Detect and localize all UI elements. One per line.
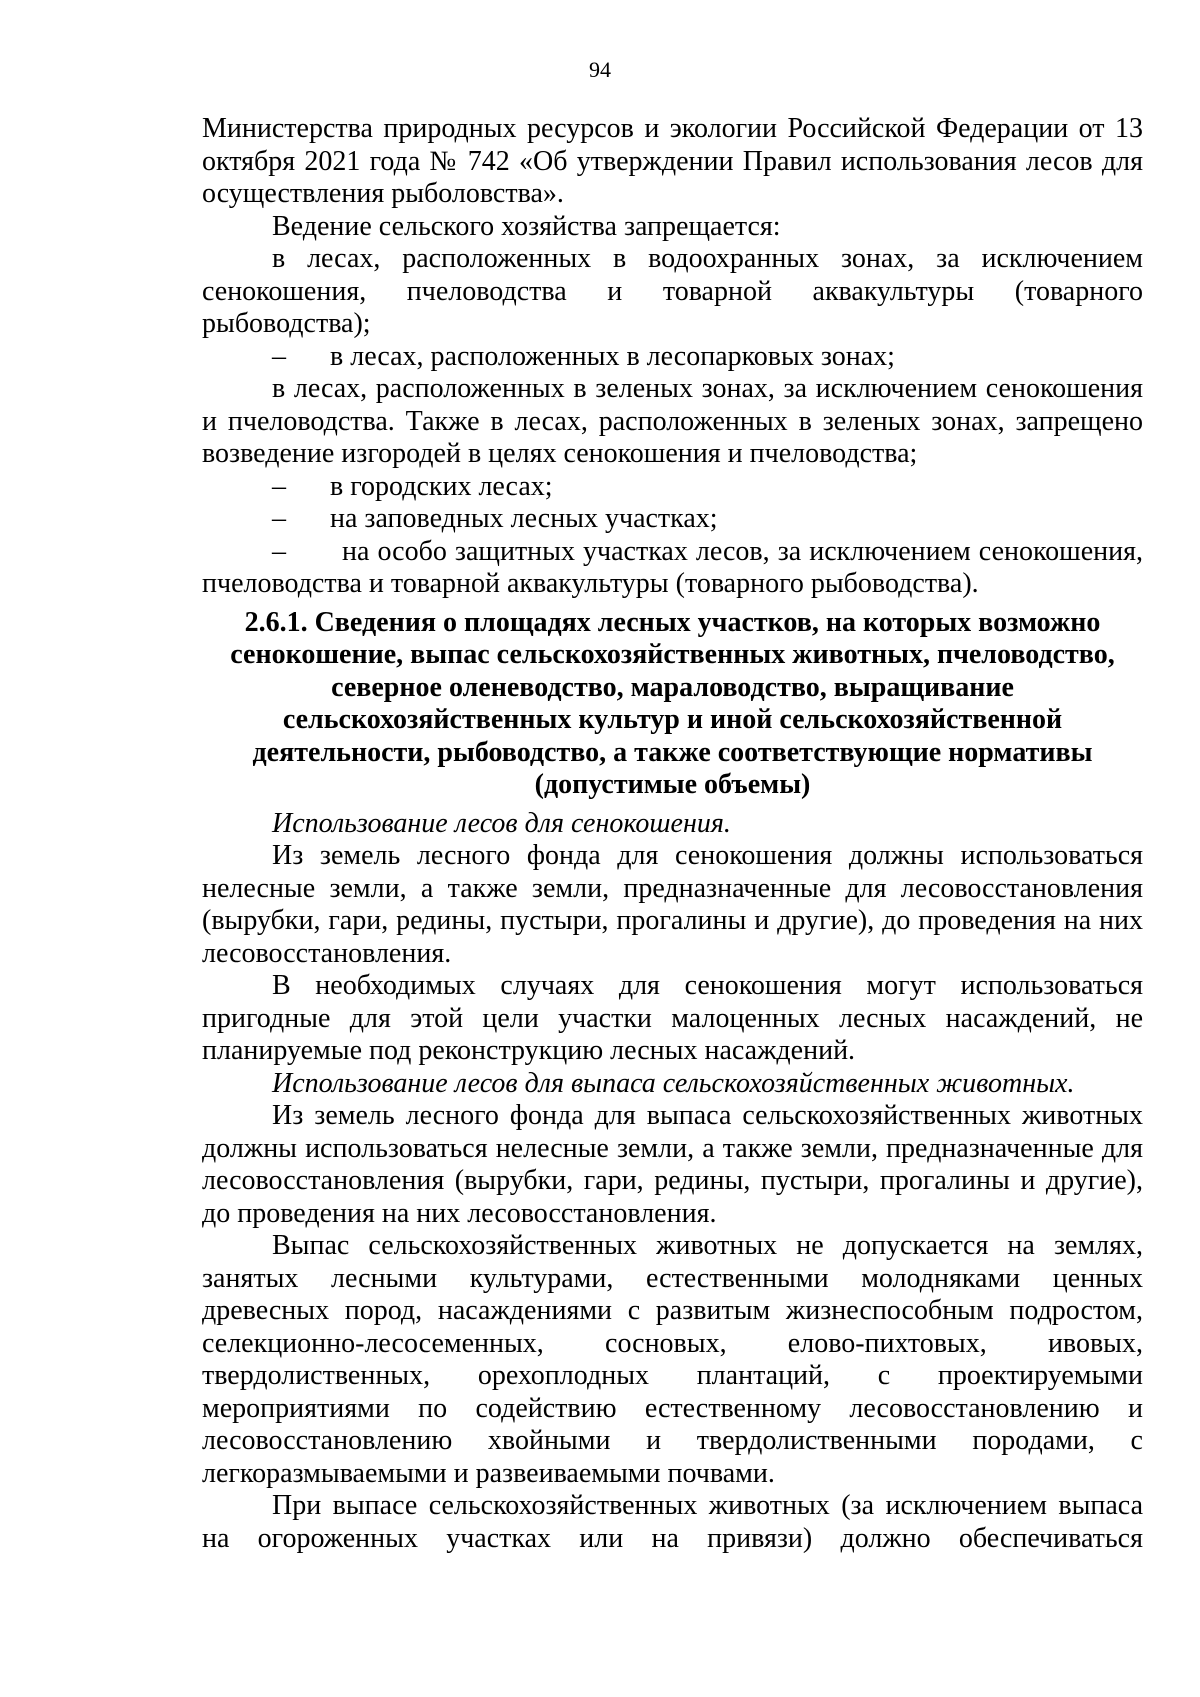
paragraph: в лесах, расположенных в водоохранных зонах, за исключением сенокошения, пчеловодства и товарной аквакультуры (товарного рыбоводства); — [202, 243, 1143, 339]
paragraph: в лесах, расположенных в зеленых зонах, за исключением сенокошения и пчеловодства. Также в лесах, расположенных в зеленых зонах, запрещено возведение изгородей в целях сенокошения и пчеловодства; — [202, 373, 1143, 469]
subsection-title: Использование лесов для сенокошения. — [272, 807, 731, 839]
paragraph: Из земель лесного фонда для выпаса сельскохозяйственных животных должны использоваться нелесные земли, а также земли, предназначенные для лесовосстановления (вырубки, гари, редины, пустыри, прогалины и другие), до проведения на них лесовосстановления. — [202, 1100, 1143, 1229]
dash-list-item — [202, 536, 1143, 601]
paragraph: Выпас сельскохозяйственных животных не допускается на землях, занятых лесными культурами, естественными молодняками ценных древесных пород, насаждениями с развитым жизнеспособным подростом, селекционно-лесосеменных, сосновых, елово-пихтовых, ивовых, твердолиственных, орехоплодных плантаций, с проектируемыми мероприятиями по содействию естественному лесовосстановлению и лесовосстановлению хвойными и твердолиственными породами, с легкоразмываемыми и развеиваемыми почвами. — [202, 1230, 1143, 1489]
list-item-text: на особо защитных участках лесов, за исключением сенокошения, пчеловодства и товарной аквакультуры (товарного рыбоводства). — [202, 535, 1143, 599]
dash-list-item — [202, 503, 1143, 536]
section-heading: 2.6.1. Сведения о площадях лесных участков, на которых возможно сенокошение, выпас сельскохозяйственных животных, пчеловодство, северное оленеводство, мараловодство, выращивание сельскохозяйственных культур и иной сельскохозяйственной деятельности, рыбоводство, а также соответствующие нормативы (допустимые объемы) — [230, 606, 1115, 800]
paragraph: Из земель лесного фонда для сенокошения должны использоваться нелесные земли, а также земли, предназначенные для лесовосстановления (вырубки, гари, редины, пустыри, прогалины и другие), до проведения на них лесовосстановления. — [202, 840, 1143, 969]
paragraph: Министерства природных ресурсов и экологии Российской Федерации от 13 октября 2021 года № 742 «Об утверждении Правил использования лесов для осуществления рыболовства». — [202, 113, 1143, 209]
list-item-text: на заповедных лесных участках; — [330, 503, 718, 534]
paragraph: В необходимых случаях для сенокошения могут использоваться пригодные для этой цели участки малоценных лесных насаждений, не планируемые под реконструкцию лесных насаждений. — [202, 970, 1143, 1066]
dash-marker: – — [272, 470, 286, 502]
subsection-title: Использование лесов для выпаса сельскохозяйственных животных. — [272, 1067, 1075, 1099]
dash-list-item — [202, 471, 1143, 504]
paragraph: Ведение сельского хозяйства запрещается: — [272, 210, 781, 242]
dash-marker: – — [272, 503, 286, 534]
list-item-text: в городских лесах; — [330, 470, 553, 502]
document-body — [202, 113, 1143, 1555]
dash-marker: – — [272, 340, 286, 372]
paragraph: При выпасе сельскохозяйственных животных (за исключением выпаса на огороженных участках или на привязи) должно обеспечиваться — [202, 1490, 1143, 1554]
dash-list-item — [202, 341, 1143, 374]
page-number: 94 — [589, 57, 611, 82]
list-item-text: в лесах, расположенных в лесопарковых зонах; — [330, 340, 895, 372]
dash-marker: – — [272, 535, 286, 567]
